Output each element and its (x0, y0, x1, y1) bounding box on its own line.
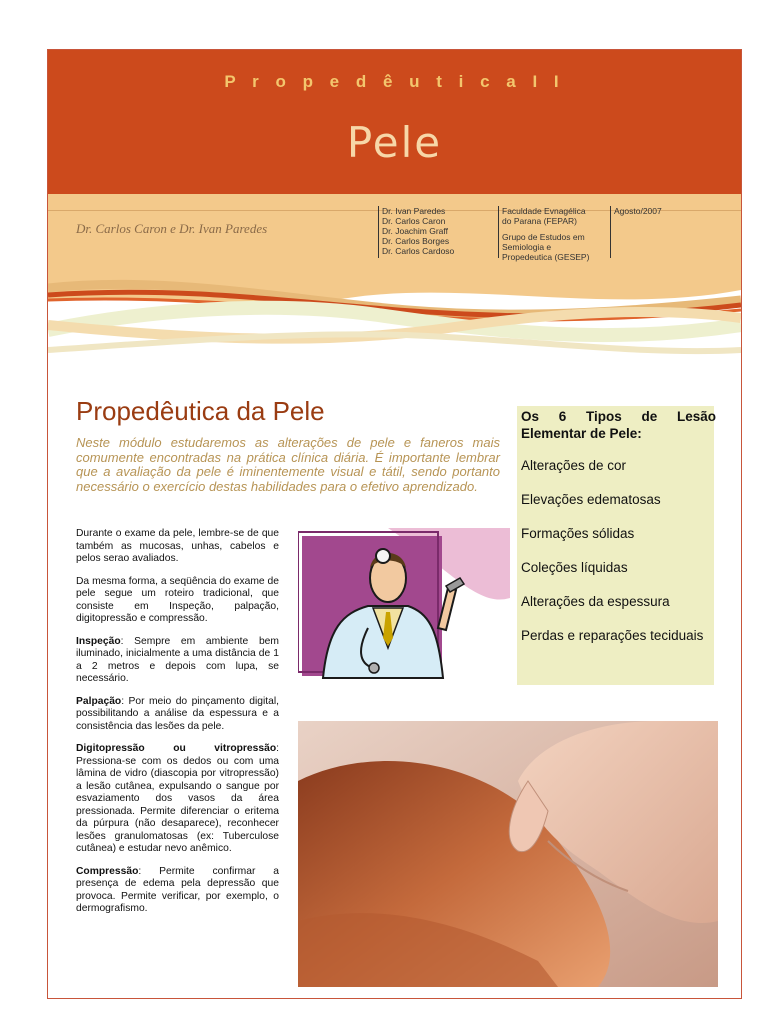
article-title: Propedêutica da Pele (76, 396, 325, 426)
article-intro: Neste módulo estudaremos as alterações de pele e faneros mais comumente encontradas na prática clínica diária. É importante lembrar que a avaliação da pele é iminentemente visual e tátil, sendo portanto necessário o exercício destas habilidades para o efetivo aprendizado. (76, 435, 500, 494)
list-item: Formações sólidas (521, 526, 635, 541)
paragraph-digitopressao (76, 743, 279, 856)
skin-pinch-photo (298, 721, 718, 987)
paragraph-inspecao (76, 636, 279, 686)
newsletter-title: Pele (346, 118, 443, 167)
sidebar-title: Os 6 Tipos de Lesão Elementar de Pele: (521, 409, 716, 441)
term-label: Palpação (76, 695, 122, 707)
paragraph: Durante o exame da pele, lembre-se de que também as mucosas, unhas, cabelos e pelos serao avaliados. (76, 528, 279, 564)
group-line: Grupo de Estudos em (502, 232, 585, 242)
group-line: Propedeutica (GESEP) (502, 252, 590, 262)
doctor-clipart (298, 528, 510, 680)
issue-date (610, 206, 704, 258)
term-label: Compressão (76, 865, 139, 877)
term-text: : Permite confirmar a presença de edema pela depressão que provoca. Permite verificar, por exemplo, o dermografismo. (76, 865, 279, 914)
byline: Dr. Carlos Caron e Dr. Ivan Paredes (76, 221, 268, 236)
doctors-list (378, 206, 494, 258)
term-text: : Pressiona-se com os dedos ou com uma lâmina de vidro (diascopia por vitropressão) a lesão cutânea, expulsando o sangue por esvaziamento dos vasos da área pressionada. Permite diferenciar o eritema da púrpura (não desaparece), reconhecer lesões granulomatosas (ex: Tuberculose cutânea) e estudar nevo anêmico. (76, 743, 279, 854)
list-item: Alterações da espessura (521, 594, 670, 609)
term-label: Inspeção (76, 635, 121, 647)
newsletter-kicker: P r o p e d ê u t i c a I I (224, 72, 565, 91)
institution-line: do Parana (FEPAR) (502, 216, 577, 226)
doctor-name: Dr. Carlos Borges (382, 236, 450, 246)
paragraph-compressao (76, 866, 279, 916)
doctor-name: Dr. Carlos Caron (382, 216, 446, 226)
list-item: Coleções líquidas (521, 560, 628, 575)
term-text: : Por meio do pinçamento digital, possibilitando a análise da espessura e a consistência das lesões da pele. (76, 695, 279, 732)
date-text: Agosto/2007 (614, 206, 662, 216)
institution-info (498, 206, 606, 262)
paragraph: Da mesma forma, a seqüência do exame de pele segue um roteiro tradicional, que consiste em Inspeção, palpação, digitopressão e compressão. (76, 575, 279, 624)
paragraph-palpacao (76, 696, 279, 734)
term-label: Digitopressão ou vitropressão (76, 743, 277, 754)
term-text: : Sempre em ambiente bem iluminado, inicialmente a uma distância de 1 a 2 metros e depois com lupa, se necessário. (76, 635, 279, 684)
article-body (76, 528, 279, 926)
list-item: Elevações edematosas (521, 492, 661, 507)
doctor-name: Dr. Carlos Cardoso (382, 246, 455, 256)
doctor-name: Dr. Joachim Graff (382, 226, 448, 236)
institution-line: Faculdade Evnagélica (502, 206, 586, 216)
group-line: Semiologia e (502, 242, 552, 252)
decorative-waves (48, 270, 741, 365)
lesion-types-list (521, 457, 711, 661)
doctor-name: Dr. Ivan Paredes (382, 206, 446, 216)
list-item: Perdas e reparações teciduais (521, 628, 704, 643)
list-item: Alterações de cor (521, 458, 627, 473)
